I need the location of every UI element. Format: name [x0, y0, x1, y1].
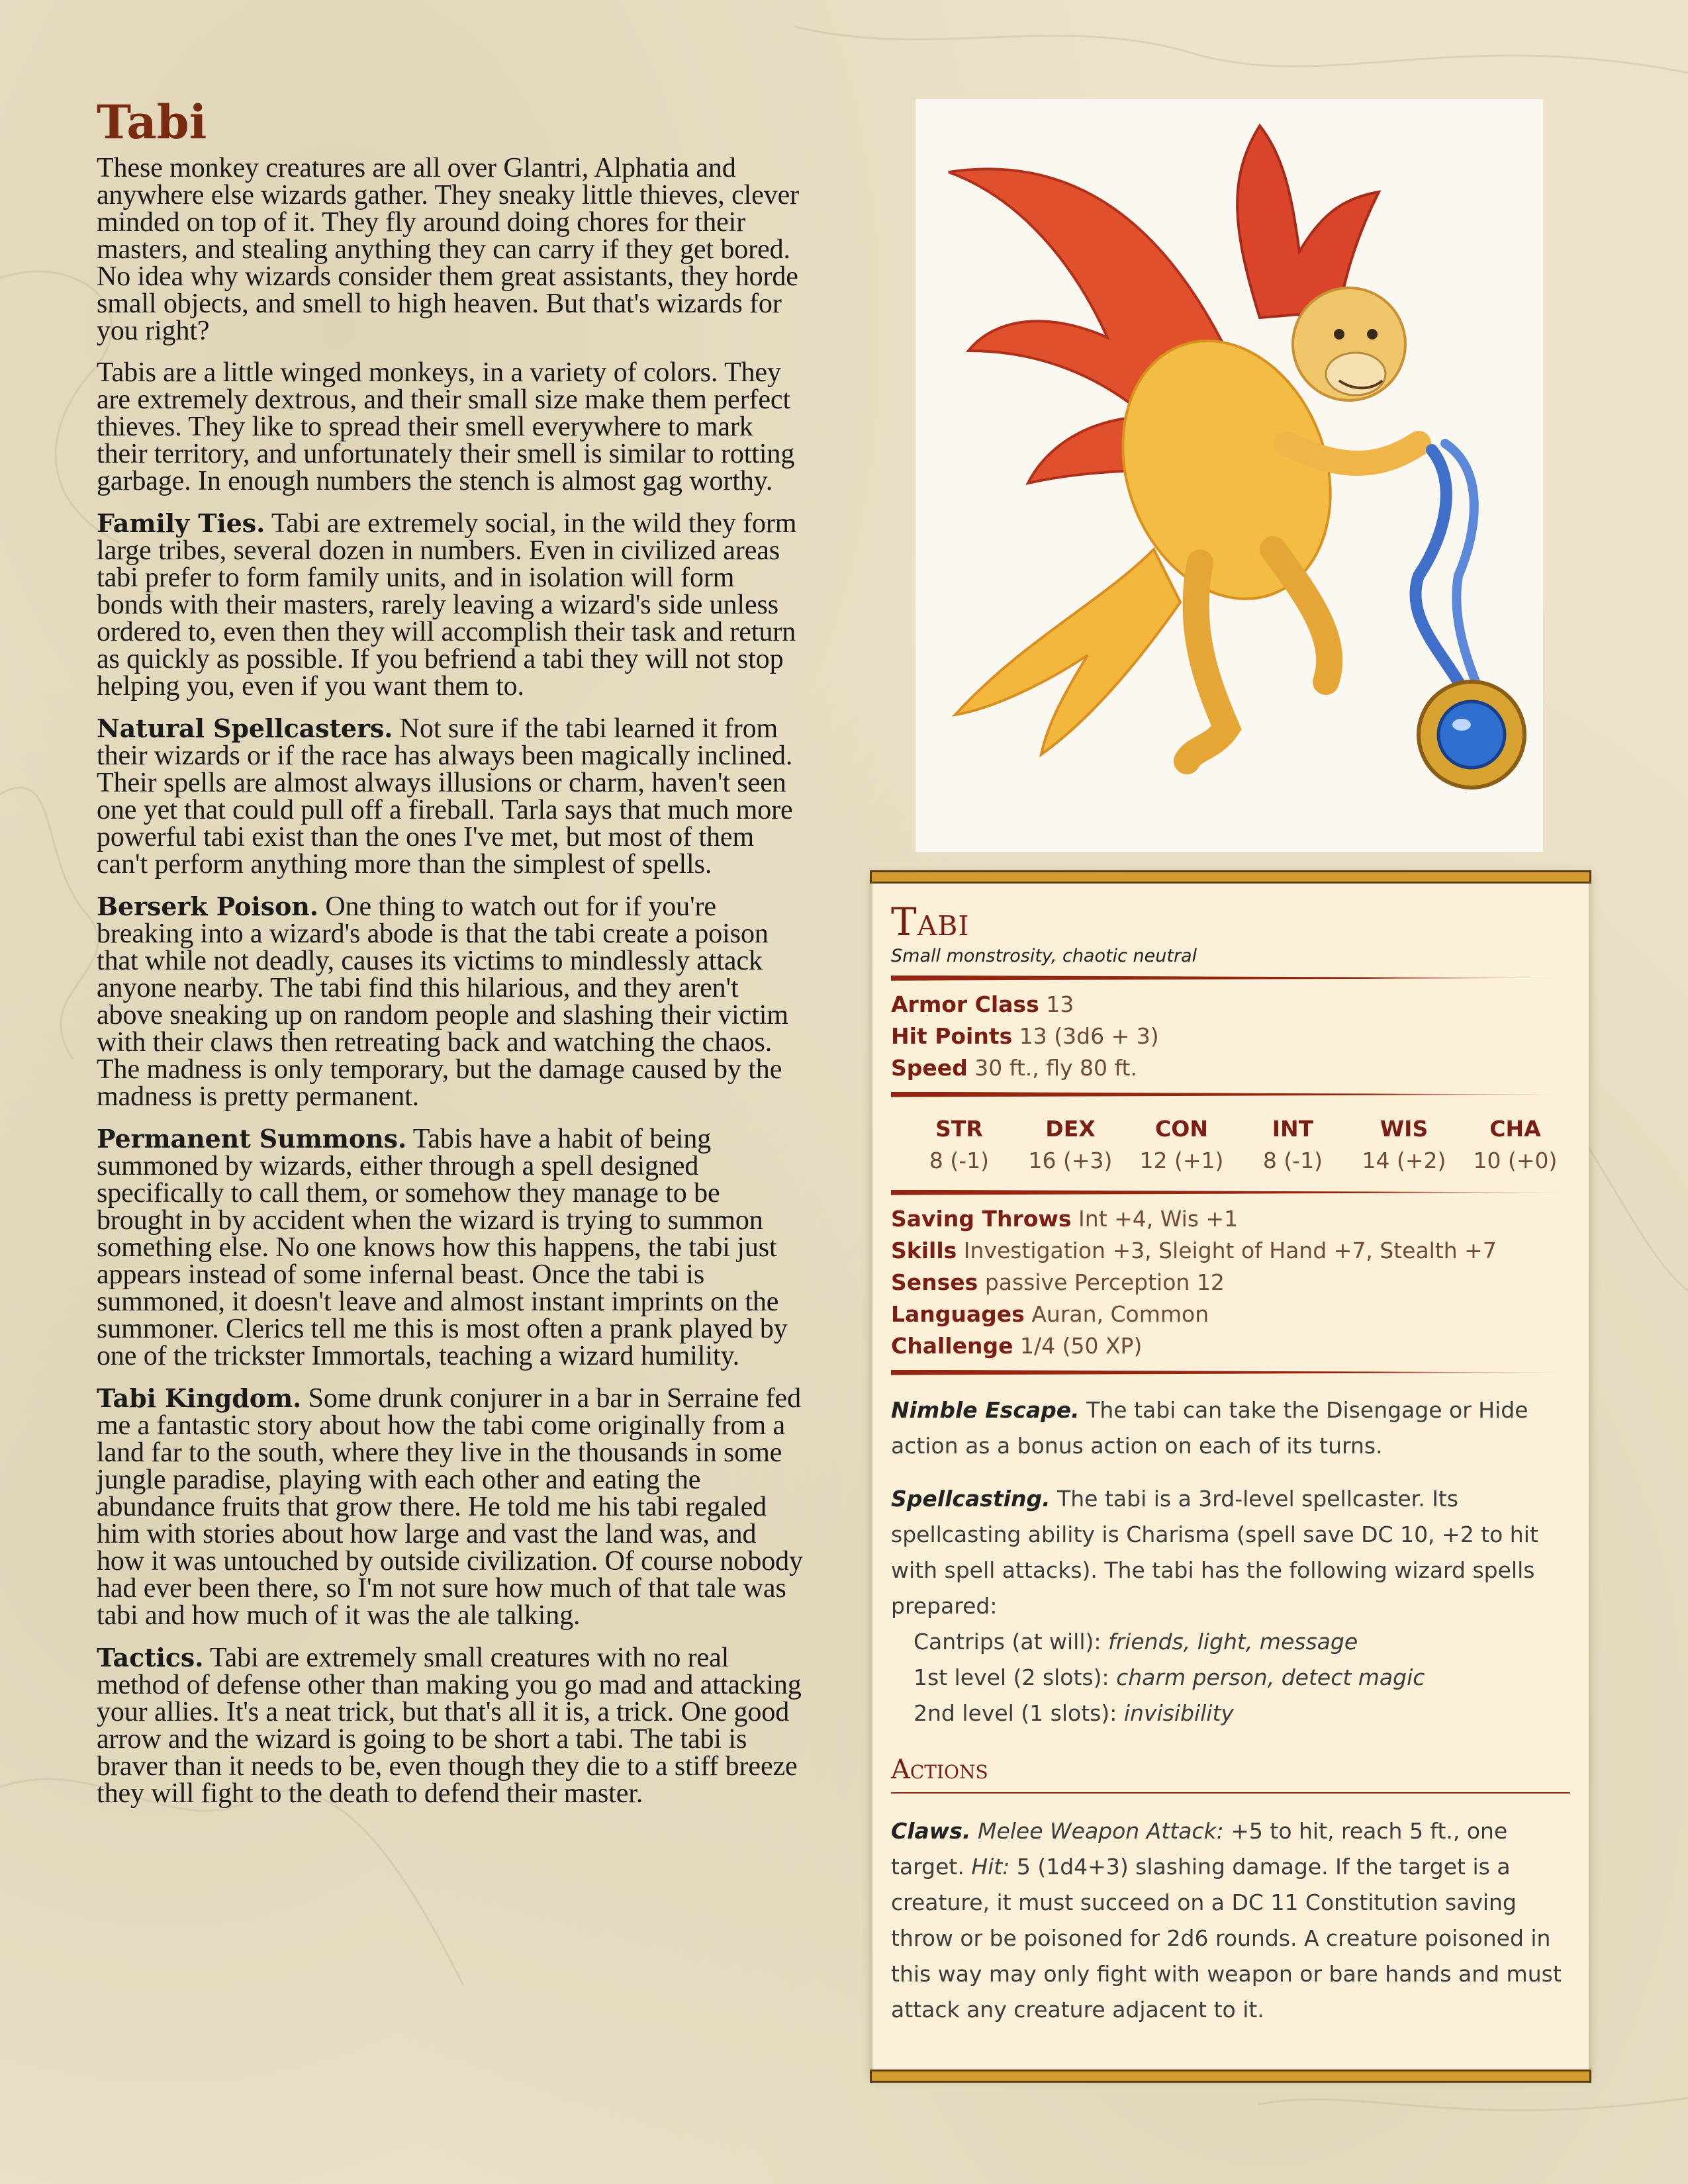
prop-value: 13 (3d6 + 3) — [1019, 1023, 1159, 1049]
attack-type: Melee Weapon Attack: — [977, 1817, 1224, 1844]
paragraph-text: Tabis are a little winged monkeys, in a variety of colors. They are extremely dextrous, and their small size make them perfect thieves. They like to spread their smell everywhere to mark their territory, and unfortunately their smell is similar to rotting garbage. In enough numbers the stench is almost gag worthy. — [97, 357, 795, 496]
spell-level-label: 2nd level (1 slots): — [914, 1700, 1117, 1726]
prop-label: Skills — [891, 1237, 957, 1263]
lore-paragraph — [97, 359, 805, 495]
tapered-rule — [891, 976, 1570, 981]
prop-label: Senses — [891, 1269, 978, 1295]
ability-name: STR — [935, 1115, 983, 1142]
lore-paragraph — [97, 1385, 805, 1629]
ability-str — [910, 1113, 1009, 1177]
prop-label: Challenge — [891, 1332, 1013, 1359]
action-claws — [891, 1813, 1570, 2028]
tapered-rule — [891, 1190, 1570, 1195]
ability-value: 12 (+1) — [1139, 1147, 1224, 1173]
winged-monkey-drawing — [915, 99, 1543, 852]
prop-value: Int +4, Wis +1 — [1078, 1205, 1239, 1232]
skills-row — [891, 1235, 1570, 1267]
prop-label: Hit Points — [891, 1023, 1013, 1049]
paragraph-text: Tabis have a habit of being summoned by wizards, either through a spell designed specifically to call them, or somehow they manage to be brought in by accident when the wizard is trying to summon something else. No one knows how this happens, the tabi just appears instead of some infernal beast. Once the tabi is summoned, it doesn't leave and almost instant imprints on the summoner. Clerics tell me this is most often a prank played by one of the trickster Immortals, teaching a wizard humility. — [97, 1124, 788, 1371]
ability-value: 16 (+3) — [1028, 1147, 1113, 1173]
page-title: Tabi — [97, 95, 207, 150]
lore-column — [97, 95, 805, 1822]
lore-paragraph — [97, 1644, 805, 1807]
spell-level-label: 1st level (2 slots): — [914, 1664, 1109, 1690]
spell-list: invisibility — [1123, 1700, 1234, 1726]
lore-paragraph — [97, 715, 805, 878]
prop-value: 1/4 (50 XP) — [1019, 1332, 1143, 1359]
paragraph-text: Tabi are extremely small creatures with no real method of defense other than making you go mad and attacking your allies. It's a neat trick, but that's all it is, a trick. One good arrow and the wizard is going to be short a tabi. The tabi is braver than it needs to be, even though they die to a stiff breeze they will fight to the death to defend their master. — [97, 1643, 802, 1809]
paragraph-text: These monkey creatures are all over Glantri, Alphatia and anywhere else wizards gather. They sneaky little thieves, clever minded on top of it. They fly around doing chores for their masters, and stealing anything they can carry if they get bored. No idea why wizards consider them great assistants, they horde small objects, and smell to high heaven. But that's wizards for you right? — [97, 153, 800, 346]
ability-value: 8 (-1) — [929, 1147, 990, 1173]
prop-value: passive Perception 12 — [984, 1269, 1225, 1295]
paragraph-text: Some drunk conjurer in a bar in Serraine fed me a fantastic story about how the tabi come originally from a land far to the south, where they live in the thousands in some jungle paradise, playing with each other and eating the abundance fruits that grow there. He told me his tabi regaled him with stories about how large and vast the land was, and how it was untouched by outside civilization. Of course nobody had ever been there, so I'm not sure how much of that tale was tabi and how much of it was the ale talking. — [97, 1383, 803, 1631]
spell-level-label: Cantrips (at will): — [914, 1628, 1102, 1655]
trait-name: Spellcasting. — [891, 1485, 1051, 1512]
senses-row — [891, 1267, 1570, 1298]
actions-rule — [891, 1792, 1570, 1794]
tabi-illustration — [915, 99, 1543, 852]
saving-throws-row — [891, 1203, 1570, 1235]
prop-value: 13 — [1046, 991, 1074, 1017]
lore-paragraph — [97, 893, 805, 1111]
monster-type: Small monstrosity, chaotic neutral — [891, 945, 1197, 966]
trait-text: The tabi can take the Disengage or Hide action as a bonus action on each of its turns. — [891, 1396, 1528, 1459]
paragraph-lead: Berserk Poison. — [97, 891, 318, 921]
paragraph-lead: Tactics. — [97, 1643, 204, 1672]
paragraph-text: One thing to watch out for if you're breaking into a wizard's abode is that the tabi create a poison that while not deadly, causes its victims to mindlessly attack anyone nearby. The tabi find this hilarious, and they aren't above sneaking up on random people and slashing their victim with their claws then retreating back and watching the chaos. The madness is only temporary, but the damage caused by the madness is pretty permanent. — [97, 891, 788, 1112]
prop-value: Investigation +3, Sleight of Hand +7, Stealth +7 — [963, 1237, 1497, 1263]
trait-name: Nimble Escape. — [891, 1396, 1080, 1423]
ability-name: DEX — [1045, 1115, 1096, 1142]
stat-block — [872, 875, 1589, 2078]
ability-name: CON — [1155, 1115, 1208, 1142]
spell-list: friends, light, message — [1108, 1628, 1358, 1655]
hit-text: 5 (1d4+3) slashing damage. If the target is a creature, it must succeed on a DC 11 Constitution saving throw or be poisoned for 2d6 rounds. A creature poisoned in this way may only fight with weapon or bare hands and must attack any creature adjacent to it. — [891, 1853, 1562, 2023]
trait-nimble-escape — [891, 1392, 1570, 1464]
hit-label: Hit: — [971, 1853, 1010, 1880]
ability-wis — [1354, 1113, 1454, 1177]
prop-label: Languages — [891, 1300, 1025, 1327]
armor-class-row — [891, 989, 1570, 1021]
ability-dex — [1021, 1113, 1120, 1177]
prop-label: Saving Throws — [891, 1205, 1072, 1232]
lore-paragraph — [97, 1125, 805, 1370]
hit-points-row — [891, 1021, 1570, 1052]
prop-label: Speed — [891, 1054, 968, 1081]
ability-con — [1132, 1113, 1231, 1177]
paragraph-lead: Permanent Summons. — [97, 1124, 407, 1154]
spell-list: charm person, detect magic — [1116, 1664, 1425, 1690]
action-name: Claws. — [891, 1817, 971, 1844]
ability-value: 8 (-1) — [1262, 1147, 1323, 1173]
prop-value: Auran, Common — [1031, 1300, 1209, 1327]
attack-text: +5 to hit, reach 5 ft., one target. — [891, 1817, 1508, 1880]
spell-level-row — [891, 1624, 1570, 1660]
lore-paragraph — [97, 155, 805, 345]
ability-cha — [1466, 1113, 1565, 1177]
spell-level-row — [891, 1696, 1570, 1731]
ability-int — [1243, 1113, 1342, 1177]
stat-block-top-bar — [870, 870, 1591, 884]
ability-value: 10 (+0) — [1473, 1147, 1558, 1173]
prop-value: 30 ft., fly 80 ft. — [974, 1054, 1137, 1081]
paragraph-text: Not sure if the tabi learned it from their wizards or if the race has always been magically inclined. Their spells are almost always illusions or charm, haven't seen one yet that could pull off a fireball. Tarla says that much more powerful tabi exist than the ones I've met, but most of them can't perform anything more than the simplest of spells. — [97, 713, 793, 880]
lore-paragraph — [97, 510, 805, 700]
ability-name: CHA — [1489, 1115, 1541, 1142]
paragraph-lead: Family Ties. — [97, 508, 265, 538]
trait-spellcasting — [891, 1481, 1570, 1624]
tapered-rule — [891, 1092, 1570, 1097]
trait-text: The tabi is a 3rd-level spellcaster. Its spellcasting ability is Charisma (spell save DC 10, +2 to hit with spell attacks). The tabi has the following wizard spells prepared: — [891, 1485, 1538, 1619]
paragraph-lead: Tabi Kingdom. — [97, 1383, 302, 1413]
actions-heading: Actions — [891, 1754, 988, 1785]
paragraph-text: Tabi are extremely social, in the wild they form large tribes, several dozen in numbers. Even in civilized areas tabi prefer to form family units, and in isolation will form bonds with their masters, rarely leaving a wizard's side unless ordered to, even then they will accomplish their task and return as quickly as possible. If you befriend a tabi they will not stop helping you, even if you want them to. — [97, 508, 797, 702]
paragraph-lead: Natural Spellcasters. — [97, 713, 393, 743]
ability-scores — [891, 1105, 1570, 1182]
languages-row — [891, 1298, 1570, 1330]
monster-name: Tabi — [891, 899, 970, 944]
tapered-rule — [891, 1370, 1570, 1375]
spell-level-row — [891, 1660, 1570, 1696]
challenge-row — [891, 1330, 1570, 1362]
ability-name: WIS — [1380, 1115, 1429, 1142]
speed-row — [891, 1052, 1570, 1084]
ability-name: INT — [1272, 1115, 1314, 1142]
stat-block-content — [891, 895, 1570, 2028]
prop-label: Armor Class — [891, 991, 1039, 1017]
ability-value: 14 (+2) — [1362, 1147, 1446, 1173]
stat-block-bottom-bar — [870, 2070, 1591, 2083]
